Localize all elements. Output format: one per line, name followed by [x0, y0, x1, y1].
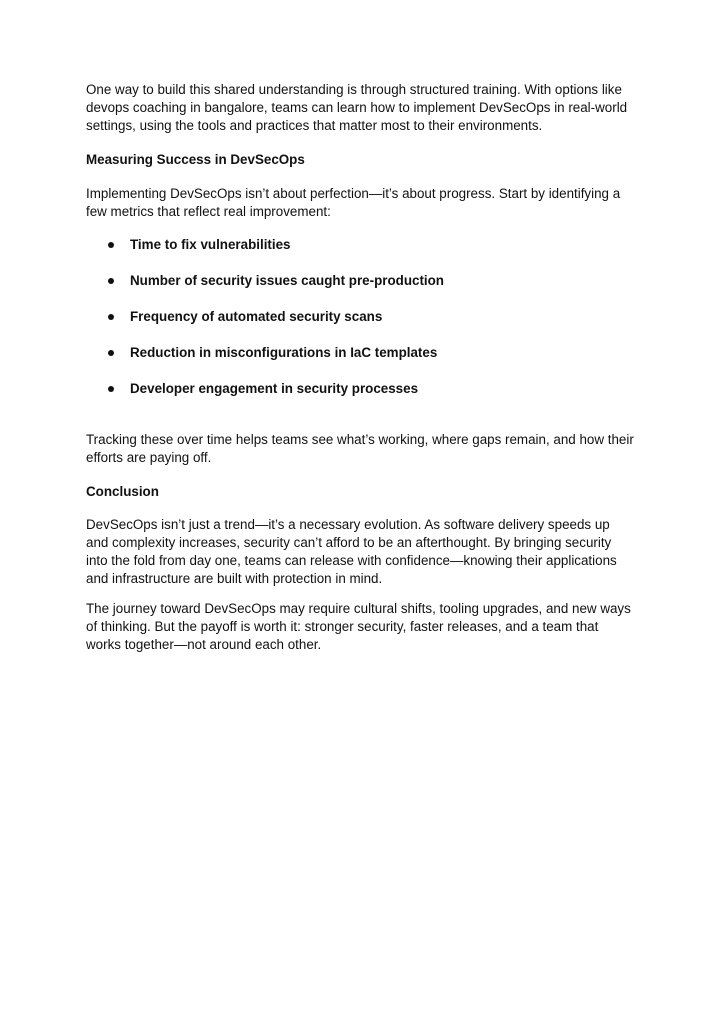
- bullet-icon: [108, 350, 114, 356]
- bullet-icon: [108, 386, 114, 392]
- heading-text: Conclusion: [86, 484, 159, 499]
- text-line: few metrics that reflect real improvement:: [86, 204, 331, 219]
- text-line: and complexity increases, security can’t afford to be an afterthought. By bringing security: [86, 535, 612, 550]
- paragraph-measuring: [86, 185, 646, 221]
- text-line: into the fold from day one, teams can release with confidence—knowing their applications: [86, 553, 617, 568]
- text-line: devops coaching in bangalore, teams can learn how to implement DevSecOps in real-world: [86, 100, 628, 115]
- bullet-icon: [108, 242, 114, 248]
- text-line: of thinking. But the payoff is worth it: stronger security, faster releases, and a team that: [86, 619, 599, 634]
- text-line: DevSecOps isn’t just a trend—it’s a necessary evolution. As software delivery speeds up: [86, 517, 610, 532]
- text-line: efforts are paying off.: [86, 450, 212, 465]
- text-line: works together—not around each other.: [86, 637, 322, 652]
- bullet-icon: [108, 278, 114, 284]
- list-item-text: Time to fix vulnerabilities: [130, 237, 291, 252]
- text-line: The journey toward DevSecOps may require cultural shifts, tooling upgrades, and new ways: [86, 601, 631, 616]
- text-line: Implementing DevSecOps isn’t about perfection—it’s about progress. Start by identifying a: [86, 186, 621, 201]
- paragraph-conclusion-2: [86, 600, 646, 654]
- text-line: Tracking these over time helps teams see what’s working, where gaps remain, and how their: [86, 432, 634, 447]
- list-item-text: Developer engagement in security processes: [130, 381, 419, 396]
- text-line: and infrastructure are built with protection in mind.: [86, 571, 383, 586]
- paragraph-training: [86, 81, 646, 135]
- list-item-text: Frequency of automated security scans: [130, 309, 383, 324]
- paragraph-conclusion-1: [86, 516, 646, 588]
- text-line: settings, using the tools and practices that matter most to their environments.: [86, 118, 543, 133]
- paragraph-tracking: [86, 431, 646, 467]
- heading-measuring: [86, 151, 646, 169]
- text-line: One way to build this shared understanding is through structured training. With options like: [86, 82, 622, 97]
- heading-conclusion: [86, 483, 646, 501]
- heading-text: Measuring Success in DevSecOps: [86, 152, 305, 167]
- list-item-text: Number of security issues caught pre-production: [130, 273, 444, 288]
- bullet-icon: [108, 314, 114, 320]
- list-item-text: Reduction in misconfigurations in IaC templates: [130, 345, 438, 360]
